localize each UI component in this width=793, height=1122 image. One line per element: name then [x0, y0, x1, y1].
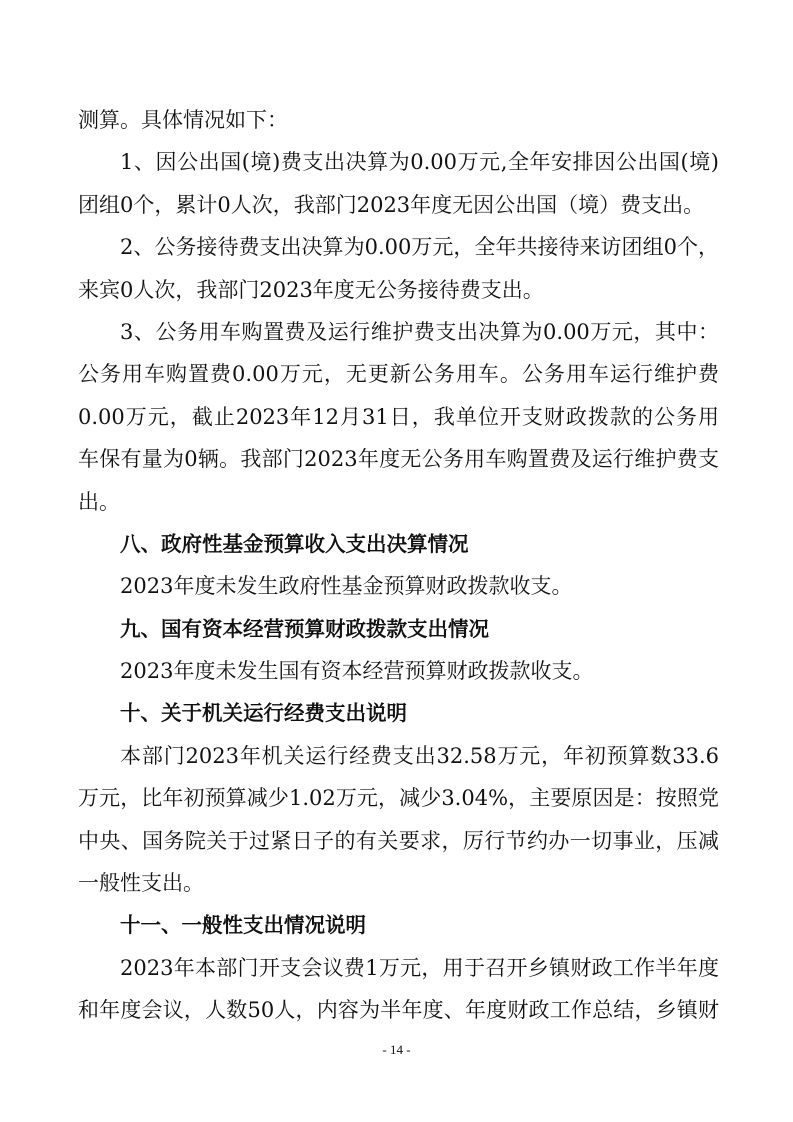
section-heading	[78, 608, 719, 650]
text-line: 0.00万元，截止2023年12月31日，我单位开支财政拨款的公务用	[78, 404, 719, 429]
text-line: 2023年本部门开支会议费1万元，用于召开乡镇财政工作半年度	[120, 955, 719, 980]
paragraph	[78, 735, 719, 905]
paragraph	[78, 947, 719, 1032]
section-heading	[78, 904, 719, 946]
text-line: 和年度会议，人数50人，内容为半年度、年度财政工作总结，乡镇财	[78, 998, 719, 1023]
text-line: 3、公务用车购置费及运行维护费支出决算为0.00万元，其中：	[120, 319, 719, 344]
text-line: 2、公务接待费支出决算为0.00万元，全年共接待来访团组0个，	[120, 235, 719, 260]
text-line: 车保有量为0辆。我部门2023年度无公务用车购置费及运行维护费支	[78, 447, 719, 472]
text-line: 十一、一般性支出情况说明	[120, 913, 366, 938]
document-body	[78, 99, 719, 1032]
text-line: 来宾0人次，我部门2023年度无公务接待费支出。	[78, 277, 544, 302]
text-line: 中央、国务院关于过紧日子的有关要求，厉行节约办一切事业，压减	[78, 828, 719, 853]
text-line: 公务用车购置费0.00万元，无更新公务用车。公务用车运行维护费	[78, 362, 719, 387]
paragraph	[78, 650, 719, 692]
text-line: 九、国有资本经营预算财政拨款支出情况	[120, 616, 489, 641]
text-line: 八、政府性基金预算收入支出决算情况	[120, 531, 469, 556]
text-line: 测算。具体情况如下：	[78, 108, 288, 132]
text-line: 团组0个，累计0人次，我部门2023年度无因公出国（境）费支出。	[78, 192, 705, 217]
section-heading	[78, 523, 719, 565]
text-line: 一般性支出。	[78, 871, 204, 896]
paragraph	[78, 565, 719, 607]
text-line: 万元，比年初预算减少1.02万元，减少3.04%，主要原因是：按照党	[78, 786, 719, 811]
text-line: 2023年度未发生政府性基金预算财政拨款收支。	[120, 574, 573, 599]
text-line: 十、关于机关运行经费支出说明	[120, 701, 407, 726]
text-line: 出。	[78, 489, 120, 514]
text-line: 1、因公出国(境)费支出决算为0.00万元,全年安排因公出国(境)	[120, 150, 719, 175]
paragraph	[78, 226, 719, 311]
text-line: 2023年度未发生国有资本经营预算财政拨款收支。	[120, 659, 594, 684]
page-number: - 14 -	[382, 1042, 411, 1057]
text-line: 本部门2023年机关运行经费支出32.58万元，年初预算数33.6	[120, 743, 719, 768]
paragraph	[78, 99, 719, 141]
section-heading	[78, 692, 719, 734]
paragraph	[78, 311, 719, 523]
paragraph	[78, 141, 719, 226]
